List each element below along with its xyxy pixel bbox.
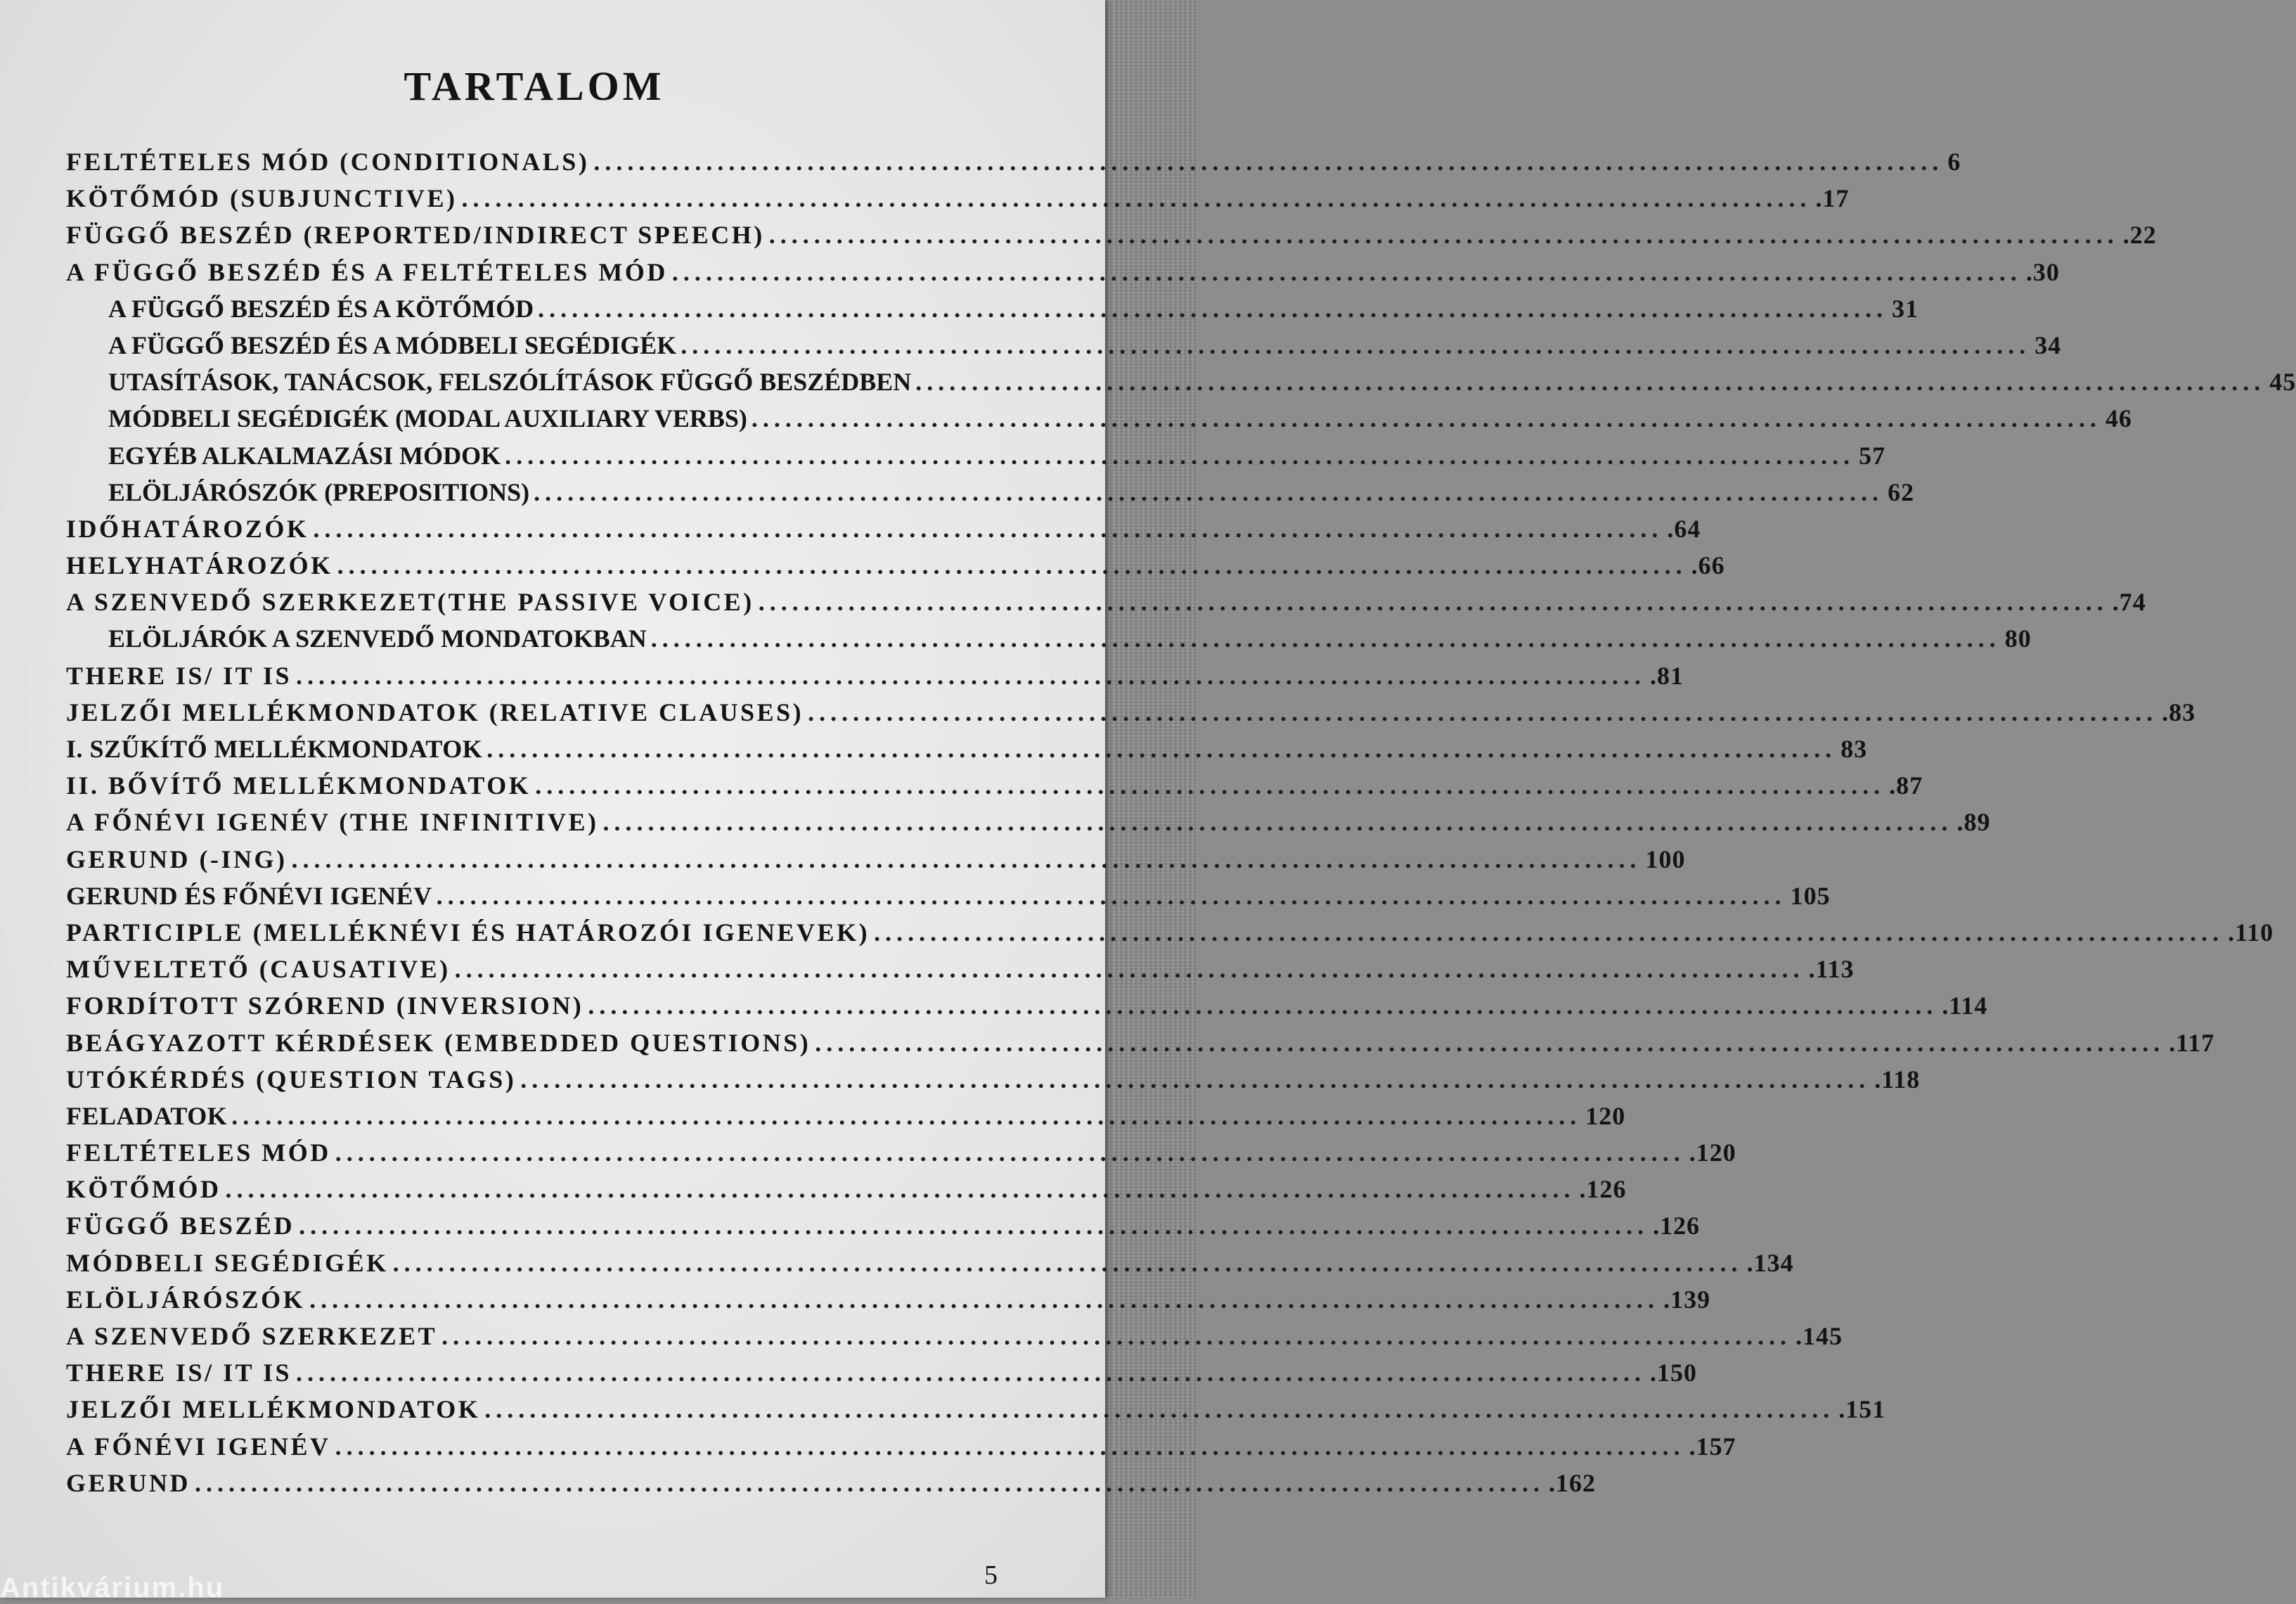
toc-entry [66, 327, 2062, 364]
toc-leader-dots: ........................................................................................................................ [313, 514, 1663, 543]
toc-entry [66, 878, 1831, 914]
toc-entry [66, 400, 2132, 437]
toc-entry-page: 6 [1947, 148, 1961, 176]
toc-leader-dots: ........................................................................................................................ [454, 955, 1805, 984]
toc-leader-dots: ........................................................................................................................ [299, 1212, 1649, 1240]
toc-leader-dots: ........................................................................................................................ [768, 221, 2119, 250]
toc-entry-label: UTÓKÉRDÉS (QUESTION TAGS) [66, 1065, 517, 1093]
toc-entry-page: .139 [1663, 1285, 1711, 1314]
toc-leader-dots: ........................................................................................................................ [520, 1065, 1871, 1093]
toc-entry [66, 511, 1701, 547]
toc-entry-page: .120 [1689, 1138, 1736, 1167]
toc-leader-dots: ........................................................................................................................ [534, 477, 1884, 506]
toc-leader-dots: ........................................................................................................................ [505, 441, 1855, 470]
toc-entry [66, 584, 2146, 620]
toc-entry-label: ELÖLJÁRÓK A SZENVEDŐ MONDATOKBAN [108, 624, 647, 653]
toc-entry-page: .64 [1667, 514, 1701, 543]
toc-leader-dots: ........................................................................................................................ [535, 771, 1885, 800]
toc-entry-page: 105 [1790, 881, 1831, 910]
toc-entry-page: .110 [2228, 918, 2274, 947]
page-title: TARTALOM [404, 63, 665, 109]
toc-entry-page: 62 [1888, 477, 1915, 506]
toc-leader-dots: ........................................................................................................................ [335, 1432, 1685, 1461]
toc-entry-label: A FÜGGŐ BESZÉD ÉS A KÖTŐMÓD [108, 294, 534, 323]
toc-leader-dots: ........................................................................................................................ [295, 1359, 1646, 1387]
toc-entry [66, 657, 1684, 694]
toc-entry-page: 100 [1645, 845, 1686, 873]
toc-entry-label: A FÜGGŐ BESZÉD ÉS A FELTÉTELES MÓD [66, 257, 668, 286]
toc-entry-label: EGYÉB ALKALMAZÁSI MÓDOK [108, 441, 501, 470]
toc-entry-page: .126 [1579, 1175, 1627, 1204]
toc-entry [66, 1134, 1736, 1171]
toc-entry-label: THERE IS/ IT IS [66, 661, 292, 690]
toc-entry [66, 914, 2274, 951]
toc-entry-label: A FŐNÉVI IGENÉV (THE INFINITIVE) [66, 808, 599, 837]
toc-entry-label: MÓDBELI SEGÉDIGÉK [66, 1248, 389, 1277]
toc-entry-label: A SZENVEDŐ SZERKEZET(THE PASSIVE VOICE) [66, 588, 754, 617]
toc-entry-label: MŰVELTETŐ (CAUSATIVE) [66, 955, 451, 984]
toc-entry-label: BEÁGYAZOTT KÉRDÉSEK (EMBEDDED QUESTIONS) [66, 1028, 811, 1057]
toc-entry [66, 1281, 1711, 1318]
toc-entry [66, 951, 1855, 987]
watermark-text: Antikvárium.hu [0, 1572, 225, 1603]
toc-entry [66, 1428, 1736, 1465]
toc-entry-page: .117 [2169, 1028, 2215, 1057]
toc-leader-dots: ........................................................................................................................ [484, 1395, 1835, 1424]
toc-leader-dots: ........................................................................................................................ [337, 551, 1687, 580]
toc-entry-label: IDŐHATÁROZÓK [66, 514, 309, 543]
toc-entry-label: FELTÉTELES MÓD (CONDITIONALS) [66, 148, 590, 176]
toc-entry-label: FÜGGŐ BESZÉD [66, 1212, 295, 1240]
toc-entry [66, 143, 1961, 180]
toc-entry-label: I. SZŰKÍTŐ MELLÉKMONDATOK [66, 735, 483, 763]
toc-entry-label: GERUND (-ING) [66, 845, 288, 873]
toc-entry-page: 80 [2004, 624, 2032, 653]
toc-entry [66, 694, 2196, 731]
toc-leader-dots: ........................................................................................................................ [751, 404, 2101, 433]
toc-entry [66, 547, 1725, 584]
toc-entry [66, 180, 1850, 217]
table-of-contents [66, 143, 2296, 1501]
toc-entry [66, 841, 1686, 878]
toc-entry-label: FÜGGŐ BESZÉD (REPORTED/INDIRECT SPEECH) [66, 221, 765, 250]
toc-entry-page: .157 [1689, 1432, 1736, 1461]
toc-entry-page: .113 [1808, 955, 1855, 984]
toc-leader-dots: ........................................................................................................................ [758, 588, 2108, 617]
toc-leader-dots: ........................................................................................................................ [461, 184, 1812, 213]
toc-leader-dots: ........................................................................................................................ [392, 1248, 1743, 1277]
toc-entry-label: GERUND ÉS FŐNÉVI IGENÉV [66, 881, 432, 910]
toc-entry-page: .22 [2122, 221, 2157, 250]
toc-leader-dots: ........................................................................................................................ [225, 1175, 1575, 1204]
toc-entry-label: THERE IS/ IT IS [66, 1359, 292, 1387]
toc-entry-label: II. BŐVÍTŐ MELLÉKMONDATOK [66, 771, 531, 800]
toc-entry-page: .162 [1549, 1468, 1597, 1497]
toc-entry [66, 731, 1868, 767]
toc-entry-label: A FÜGGŐ BESZÉD ÉS A MÓDBELI SEGÉDIGÉK [108, 331, 677, 359]
toc-entry-label: ELÖLJÁRÓSZÓK [66, 1285, 306, 1314]
toc-entry [66, 987, 1988, 1024]
toc-entry-page: .126 [1653, 1212, 1701, 1240]
page-number: 5 [984, 1560, 998, 1590]
toc-entry-page: .151 [1838, 1395, 1886, 1424]
toc-entry [66, 1171, 1627, 1207]
toc-leader-dots: ........................................................................................................................ [441, 1322, 1792, 1350]
toc-entry-page: .74 [2112, 588, 2146, 617]
toc-entry-label: HELYHATÁROZÓK [66, 551, 333, 580]
toc-entry-label: UTASÍTÁSOK, TANÁCSOK, FELSZÓLÍTÁSOK FÜGGŐ BESZÉDBEN [108, 368, 912, 397]
toc-entry [66, 620, 2032, 657]
toc-leader-dots: ........................................................................................................................ [335, 1138, 1685, 1167]
toc-leader-dots: ........................................................................................................................ [195, 1468, 1545, 1497]
toc-leader-dots: ........................................................................................................................ [671, 257, 2022, 286]
toc-entry-page: .87 [1889, 771, 1923, 800]
toc-entry [66, 1098, 1626, 1134]
toc-entry [66, 254, 2060, 290]
toc-entry [66, 1391, 1886, 1427]
toc-leader-dots: ........................................................................................................................ [436, 881, 1786, 910]
toc-entry [66, 1061, 1921, 1098]
toc-leader-dots: ........................................................................................................................ [874, 918, 2224, 947]
toc-entry-label: ELÖLJÁRÓSZÓK (PREPOSITIONS) [108, 477, 530, 506]
toc-entry [66, 1318, 1843, 1354]
toc-entry-page: .134 [1746, 1248, 1794, 1277]
toc-entry [66, 1245, 1794, 1281]
toc-entry-label: MÓDBELI SEGÉDIGÉK (MODAL AUXILIARY VERBS) [108, 404, 747, 433]
toc-entry-label: JELZŐI MELLÉKMONDATOK (RELATIVE CLAUSES) [66, 698, 804, 726]
toc-entry-page: 57 [1859, 441, 1886, 470]
toc-entry [66, 1025, 2215, 1061]
toc-entry [66, 1207, 1701, 1244]
toc-entry [66, 437, 1886, 474]
toc-leader-dots: ........................................................................................................................ [808, 698, 2158, 726]
toc-entry [66, 474, 1915, 511]
toc-entry-label: KÖTŐMÓD (SUBJUNCTIVE) [66, 184, 458, 213]
toc-entry [66, 1354, 1697, 1391]
toc-leader-dots: ........................................................................................................................ [295, 661, 1646, 690]
toc-leader-dots: ........................................................................................................................ [915, 368, 2266, 397]
toc-entry [66, 364, 2296, 400]
toc-leader-dots: ........................................................................................................................ [681, 331, 2031, 359]
toc-entry-page: 34 [2034, 331, 2062, 359]
toc-entry-label: JELZŐI MELLÉKMONDATOK [66, 1395, 481, 1424]
toc-entry-page: .30 [2025, 257, 2060, 286]
toc-entry [66, 1465, 1597, 1501]
toc-entry-label: A FŐNÉVI IGENÉV [66, 1432, 331, 1461]
toc-leader-dots: ........................................................................................................................ [486, 735, 1837, 763]
toc-entry [66, 290, 1919, 327]
toc-leader-dots: ........................................................................................................................ [602, 808, 1953, 837]
toc-leader-dots: ........................................................................................................................ [815, 1028, 2165, 1057]
toc-entry-page: 83 [1840, 735, 1868, 763]
toc-leader-dots: ........................................................................................................................ [291, 845, 1642, 873]
toc-entry-page: .114 [1942, 992, 1988, 1020]
toc-leader-dots: ........................................................................................................................ [231, 1101, 1582, 1130]
toc-entry-label: A SZENVEDŐ SZERKEZET [66, 1322, 438, 1350]
toc-entry [66, 804, 1991, 840]
toc-entry-page: .81 [1649, 661, 1684, 690]
toc-entry-label: FELTÉTELES MÓD [66, 1138, 331, 1167]
toc-leader-dots: ........................................................................................................................ [593, 148, 1944, 176]
toc-entry-page: 46 [2105, 404, 2132, 433]
toc-entry-page: 31 [1892, 294, 1919, 323]
toc-entry-page: .83 [2162, 698, 2196, 726]
toc-entry [66, 217, 2157, 253]
toc-entry-page: .118 [1874, 1065, 1921, 1093]
toc-entry-page: 45 [2269, 368, 2296, 397]
toc-entry-label: KÖTŐMÓD [66, 1175, 221, 1204]
toc-entry-label: FELADATOK [66, 1101, 228, 1130]
toc-entry-page: .150 [1649, 1359, 1697, 1387]
toc-entry-page: .89 [1956, 808, 1991, 837]
toc-entry-page: 120 [1585, 1101, 1626, 1130]
toc-entry-label: FORDÍTOTT SZÓREND (INVERSION) [66, 992, 584, 1020]
toc-leader-dots: ........................................................................................................................ [588, 992, 1938, 1020]
toc-entry-label: PARTICIPLE (MELLÉKNÉVI ÉS HATÁROZÓI IGENEVEK) [66, 918, 870, 947]
toc-leader-dots: ........................................................................................................................ [650, 624, 2001, 653]
toc-entry-page: .145 [1795, 1322, 1843, 1350]
toc-entry-page: .17 [1815, 184, 1850, 213]
toc-entry [66, 767, 1923, 804]
toc-leader-dots: ........................................................................................................................ [538, 294, 1888, 323]
toc-entry-page: .66 [1691, 551, 1725, 580]
toc-entry-label: GERUND [66, 1468, 191, 1497]
toc-leader-dots: ........................................................................................................................ [309, 1285, 1660, 1314]
